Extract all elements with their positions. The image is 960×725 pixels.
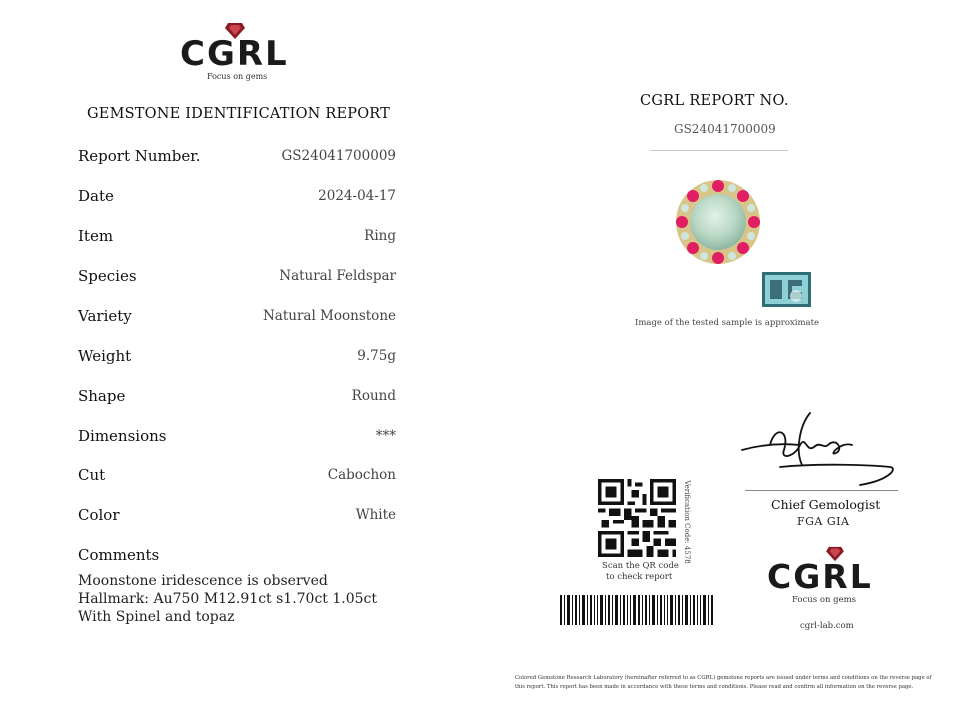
field-row-dimensions [78,427,396,449]
field-value: 9.75g [357,348,396,364]
logo-tagline: Focus on gems [792,595,857,605]
report-no-value: GS24041700009 [674,122,776,136]
report-title: GEMSTONE IDENTIFICATION REPORT [87,106,391,122]
field-label: Report Number. [78,147,201,165]
image-caption: Image of the tested sample is approximate [635,318,820,328]
comment-line: Moonstone iridescence is observed [78,573,328,589]
field-value: GS24041700009 [281,148,396,164]
field-value: Cabochon [327,467,396,483]
comment-line: Hallmark: Au750 M12.91ct s1.70ct 1.05ct [78,591,378,607]
field-value: Ring [364,228,396,244]
gemologist-title: Chief Gemologist [771,497,881,512]
field-row-cut [78,466,396,488]
field-value: 2024-04-17 [318,188,396,204]
field-label: Item [78,227,114,245]
field-value: Natural Moonstone [262,308,396,324]
logo-tagline: Focus on gems [207,72,268,81]
qr-caption: to check report [606,572,673,582]
field-row-report-number [78,147,396,169]
field-value: Natural Feldspar [279,268,396,284]
ring-sample-image [675,179,761,265]
signature-icon [740,405,900,495]
field-label: Species [78,267,137,285]
field-row-weight [78,347,396,369]
barcode [560,595,715,625]
field-label: Dimensions [78,427,167,445]
comments-heading: Comments [78,546,160,564]
field-label: Color [78,506,120,524]
cgrl-logo: CGRL [767,557,873,596]
field-value: White [355,507,396,523]
disclaimer: Colored Gemstone Research Laboratory (hereinafter referred to as CGRL) gemstone reports are issued under terms and conditions on the reverse page of [515,675,932,681]
divider [650,150,788,151]
disclaimer: this report. This report has been made in accordance with these terms and conditions. Please read and confirm all information on the reverse page. [515,684,914,690]
field-row-color [78,506,396,528]
cgrl-logo: CGRL [180,34,289,74]
verification-code: Verification Code: 4578 [682,480,691,564]
report-no-heading: CGRL REPORT NO. [640,93,789,109]
field-label: Date [78,187,114,205]
comment-line: With Spinel and topaz [78,609,235,625]
field-row-variety [78,307,396,329]
field-row-date [78,187,396,209]
website-link[interactable]: cgrl-lab.com [800,621,854,631]
field-label: Cut [78,466,106,484]
qr-code[interactable] [598,479,676,557]
field-value: *** [375,428,396,444]
field-label: Weight [78,347,132,365]
signature-line [745,490,898,491]
field-row-shape [78,387,396,409]
field-label: Shape [78,387,126,405]
gemologist-credential: FGA GIA [797,515,850,528]
hologram-seal-icon [762,272,811,307]
field-row-species [78,267,396,289]
qr-caption: Scan the QR code [602,561,679,571]
field-row-item [78,227,396,249]
field-value: Round [351,388,396,404]
field-label: Variety [78,307,132,325]
